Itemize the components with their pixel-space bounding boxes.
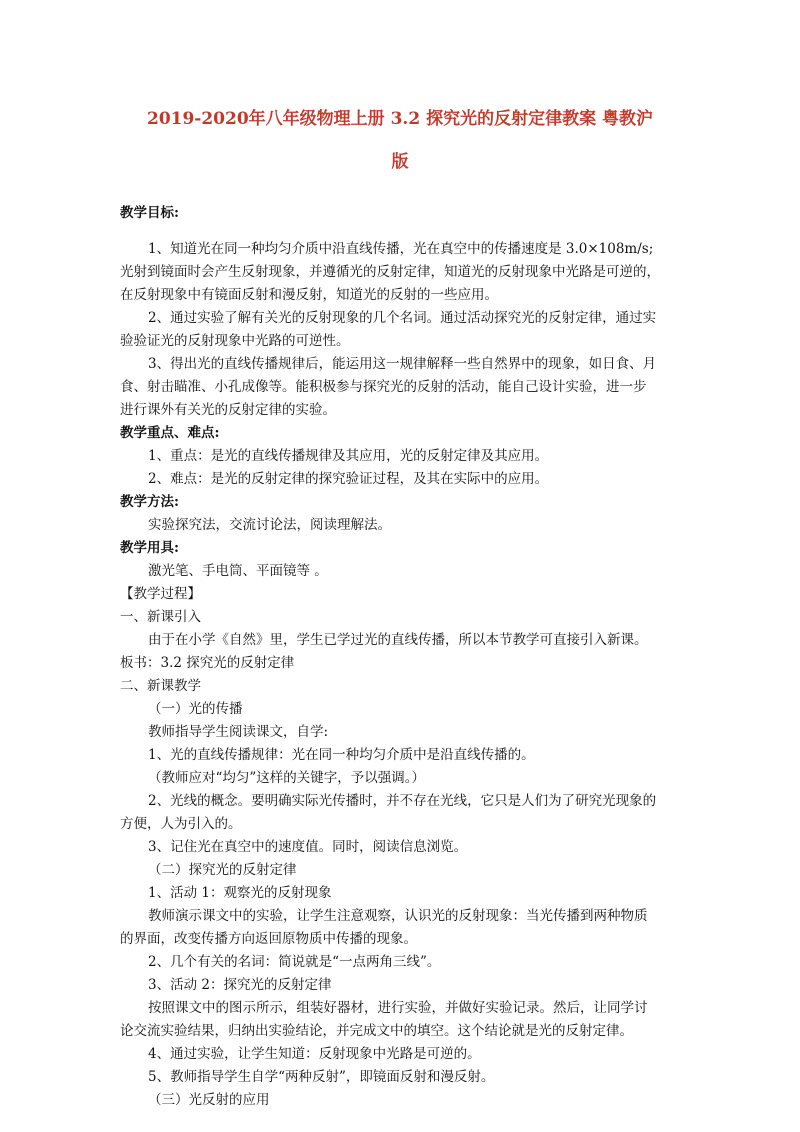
text-line: 2、难点：是光的反射定律的探究验证过程，及其在实际中的应用。 (148, 471, 549, 487)
text-line: 验验证光的反射现象中光路的可逆性。 (120, 333, 350, 349)
text-line: 在反射现象中有镜面反射和漫反射，知道光的反射的一些应用。 (120, 287, 498, 303)
text-line: 光射到镜面时会产生反射现象，并遵循光的反射定律，知道光的反射现象中光路是可逆的， (120, 264, 660, 280)
text-line: 1、重点：是光的直线传播规律及其应用，光的反射定律及其应用。 (148, 448, 549, 464)
text-line: 方便，人为引入的。 (120, 816, 242, 832)
text-line: 教师演示课文中的实验，让学生注意观察，认识光的反射现象：当光传播到两种物质 (148, 908, 648, 924)
text-line: 的界面，改变传播方向返回原物质中传播的现象。 (120, 931, 417, 947)
section-heading-tools: 教学用具: (120, 540, 179, 556)
text-line: 一、新课引入 (120, 609, 201, 625)
text-line: 3、记住光在真空中的速度值。同时，阅读信息浏览。 (148, 839, 468, 855)
text-line: 1、活动 1：观察光的反射现象 (148, 885, 332, 901)
text-line: 教师指导学生阅读课文，自学: (148, 724, 329, 740)
section-heading-process: 【教学过程】 (120, 586, 201, 602)
text-line: （一）光的传播 (148, 701, 243, 717)
text-line: 1、光的直线传播规律：光在同一种均匀介质中是沿直线传播的。 (148, 747, 535, 763)
text-line: 4、通过实验，让学生知道：反射现象中光路是可逆的。 (148, 1046, 481, 1062)
text-line: 论交流实验结果，归纳出实验结论，并完成文中的填空。这个结论就是光的反射定律。 (120, 1023, 633, 1039)
text-line: （三）光反射的应用 (148, 1092, 270, 1108)
text-line: 2、几个有关的名词：简说就是“一点两角三线”。 (148, 954, 441, 970)
text-line: （二）探究光的反射定律 (148, 862, 297, 878)
document-title-line-1: 2019-2020年八年级物理上册 3.2 探究光的反射定律教案 粤教沪 (146, 109, 653, 129)
section-heading-methods: 教学方法: (120, 494, 179, 510)
text-line: 二、新课教学 (120, 678, 201, 694)
text-line: 3、活动 2：探究光的反射定律 (148, 977, 332, 993)
text-line: 2、通过实验了解有关光的反射现象的几个名词。通过活动探究光的反射定律，通过实 (148, 310, 657, 326)
text-line: 进行课外有关光的反射定律的实验。 (120, 402, 336, 418)
text-line: 食、射击瞄准、小孔成像等。能积极参与探究光的反射的活动，能自己设计实验，进一步 (120, 379, 647, 395)
text-line: 5、教师指导学生自学“两种反射”，即镜面反射和漫反射。 (148, 1069, 495, 1085)
text-line: （教师应对“均匀”这样的关键字，予以强调。） (148, 770, 426, 786)
text-line: 实验探究法，交流讨论法，阅读理解法。 (148, 517, 391, 533)
text-line: 按照课文中的图示所示，组装好器材，进行实验，并做好实验记录。然后，让同学讨 (148, 1000, 648, 1016)
text-line: 1、知道光在同一种均匀介质中沿直线传播，光在真空中的传播速度是 3.0×108m/s; (148, 241, 654, 257)
text-line: 3、得出光的直线传播规律后，能运用这一规律解释一些自然界中的现象，如日食、月 (148, 356, 657, 372)
section-heading-objectives: 教学目标: (120, 205, 179, 221)
text-line: 激光笔、手电筒、平面镜等 。 (148, 563, 328, 579)
section-heading-key-points: 教学重点、难点: (120, 425, 220, 441)
document-title-line-2: 版 (391, 152, 409, 172)
text-line: 2、光线的概念。要明确实际光传播时，并不存在光线，它只是人们为了研究光现象的 (148, 793, 657, 809)
text-line: 由于在小学《自然》里，学生已学过光的直线传播，所以本节教学可直接引入新课。 (148, 632, 648, 648)
text-line: 板书：3.2 探究光的反射定律 (120, 655, 295, 671)
